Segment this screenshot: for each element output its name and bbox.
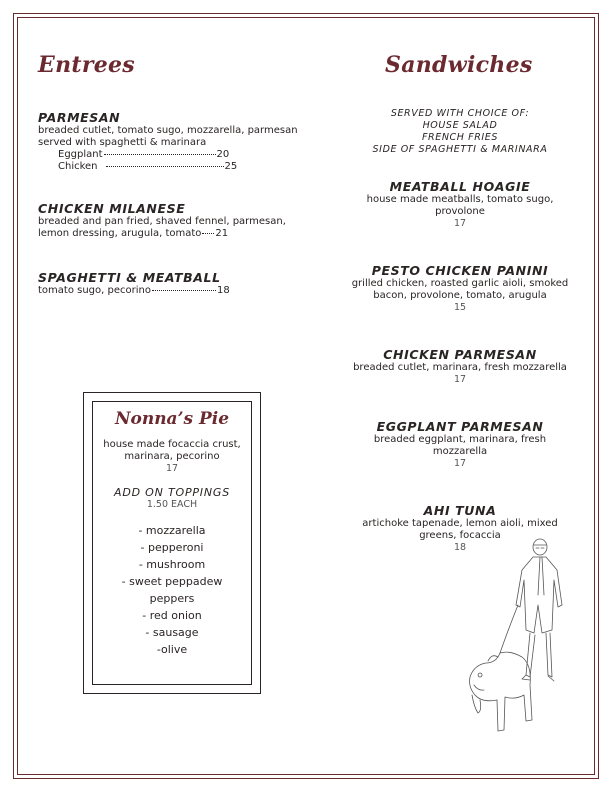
- entrees-heading: Entrees: [38, 52, 135, 78]
- option-label: Chicken: [58, 161, 98, 172]
- dot-leader: [202, 233, 214, 234]
- pie-title: Nonna’s Pie: [114, 409, 230, 429]
- sandwich-name: EGGPLANT PARMESAN: [376, 419, 544, 434]
- sandwich-chicken-parmesan: [335, 347, 585, 385]
- served-with-line: HOUSE SALAD: [422, 120, 498, 131]
- entree-spaghetti-meatball: [38, 270, 318, 297]
- topping-item: peppers: [149, 592, 195, 605]
- topping-item: -olive: [156, 643, 188, 656]
- sandwich-desc: breaded cutlet, marinara, fresh mozzarella: [353, 362, 567, 373]
- sandwich-price: 17: [453, 458, 467, 469]
- entree-desc: tomato sugo, pecorino: [38, 285, 151, 296]
- topping-item: - mushroom: [138, 558, 206, 571]
- option-row: [58, 161, 318, 173]
- entree-chicken-milanese: [38, 201, 318, 240]
- man-walking-dog-illustration: [460, 535, 580, 760]
- topping-item: - red onion: [142, 609, 202, 622]
- sandwich-name: CHICKEN PARMESAN: [383, 347, 537, 362]
- sandwich-name: MEATBALL HOAGIE: [389, 179, 531, 194]
- option-row: [58, 149, 318, 161]
- addon-price: 1.50 EACH: [146, 499, 198, 510]
- option-price: 25: [224, 161, 238, 172]
- sandwich-desc: artichoke tapenade, lemon aioli, mixed greens, focaccia: [362, 518, 558, 541]
- topping-item: - sweet peppadew: [121, 575, 223, 588]
- entree-desc: breaded and pan fried, shaved fennel, parmesan, lemon dressing, arugula, tomato: [38, 216, 286, 239]
- sandwich-desc: grilled chicken, roasted garlic aioli, smoked bacon, provolone, tomato, arugula: [351, 278, 569, 301]
- sandwich-eggplant-parmesan: [335, 419, 585, 469]
- sandwich-desc: breaded eggplant, marinara, fresh mozzarella: [373, 434, 547, 457]
- sandwich-meatball-hoagie: [335, 179, 585, 229]
- option-price: 20: [216, 149, 230, 160]
- served-with-line: FRENCH FRIES: [421, 132, 499, 143]
- topping-item: - mozzarella: [138, 524, 206, 537]
- sandwich-pesto-chicken-panini: [335, 263, 585, 313]
- addon-title: ADD ON TOPPINGS: [114, 486, 230, 499]
- entree-name: CHICKEN MILANESE: [38, 201, 186, 216]
- served-with-block: [335, 108, 585, 156]
- toppings-list: [92, 522, 252, 658]
- sandwich-price: 18: [453, 542, 467, 553]
- sandwich-name: PESTO CHICKEN PANINI: [371, 263, 549, 278]
- entree-desc: breaded cutlet, tomato sugo, mozzarella, parmesan served with spaghetti & marinara: [38, 125, 298, 148]
- sandwich-desc: house made meatballs, tomato sugo, provolone: [366, 194, 554, 217]
- sandwiches-heading: Sandwiches: [385, 52, 533, 78]
- served-with-line: SIDE OF SPAGHETTI & MARINARA: [372, 144, 548, 155]
- entree-desc-row: [38, 285, 318, 297]
- sandwich-price: 17: [453, 374, 467, 385]
- entree-price: 21: [215, 228, 229, 239]
- served-with-line: SERVED WITH CHOICE OF:: [390, 108, 530, 119]
- pie-box: [92, 401, 252, 658]
- pie-desc: house made focaccia crust, marinara, pecorino: [103, 439, 241, 462]
- entree-parmesan: [38, 110, 318, 173]
- topping-item: - sausage: [145, 626, 199, 639]
- entree-desc-row: [38, 216, 310, 240]
- dot-leader: [152, 290, 216, 291]
- option-label: Eggplant: [58, 149, 103, 160]
- entree-name: SPAGHETTI & MEATBALL: [38, 270, 221, 285]
- sandwich-price: 17: [453, 218, 467, 229]
- entree-price: 18: [216, 285, 230, 296]
- sandwich-name: AHI TUNA: [423, 503, 497, 518]
- dot-leader: [106, 166, 224, 167]
- dot-leader: [104, 154, 216, 155]
- pie-price: 17: [165, 463, 179, 474]
- topping-item: - pepperoni: [140, 541, 204, 554]
- sandwich-price: 15: [453, 302, 467, 313]
- entree-name: PARMESAN: [38, 110, 121, 125]
